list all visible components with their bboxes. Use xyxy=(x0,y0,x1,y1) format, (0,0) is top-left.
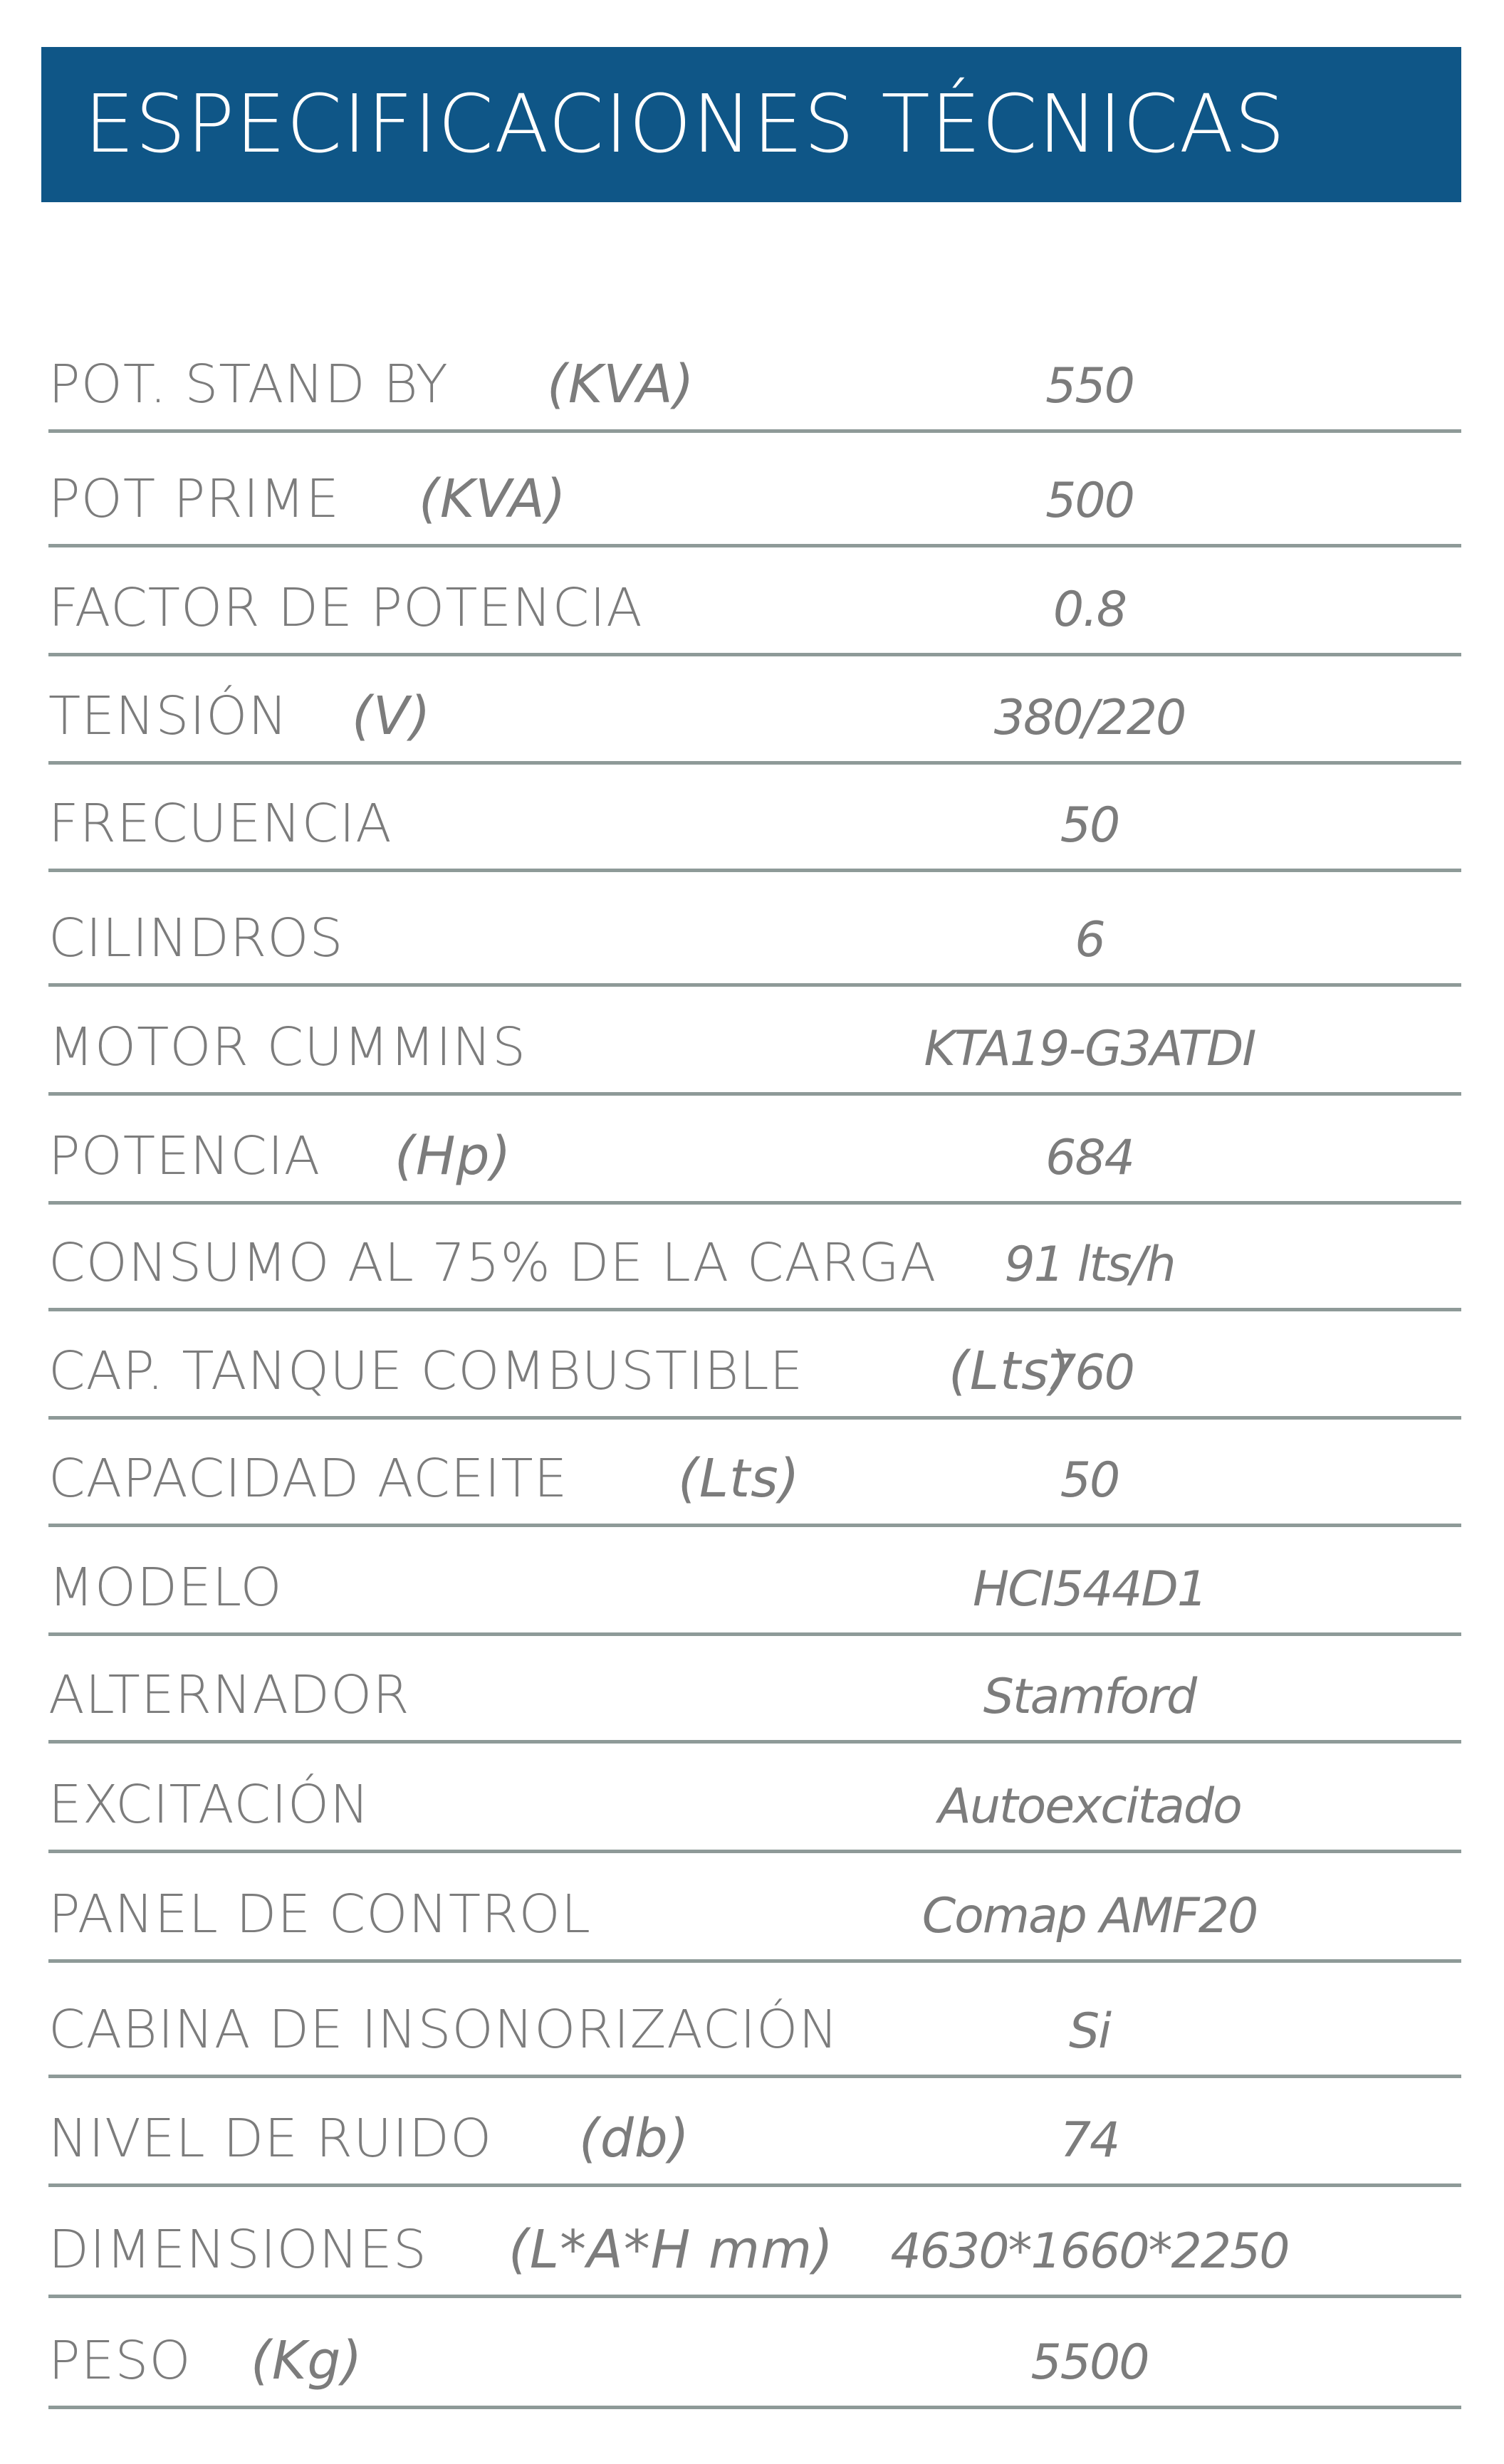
spec-row-cabina-insonorizacion xyxy=(48,1963,1461,2078)
spec-value: Stamford xyxy=(983,1669,1196,1725)
spec-row-motor xyxy=(48,987,1461,1096)
spec-row-peso xyxy=(48,2298,1461,2409)
spec-label: MOTOR CUMMINS xyxy=(48,1017,527,1078)
header-banner xyxy=(41,47,1461,202)
spec-label: POT PRIME xyxy=(48,468,340,530)
spec-value: Autoexcitado xyxy=(938,1778,1241,1835)
spec-value: Comap AMF20 xyxy=(921,1888,1258,1944)
spec-label: NIVEL DE RUIDO xyxy=(48,2108,493,2169)
spec-unit: (Kg) xyxy=(251,2330,363,2391)
spec-row-pot-prime xyxy=(48,433,1461,547)
page-title: ESPECIFICACIONES TÉCNICAS xyxy=(84,78,1286,171)
spec-label: CAP. TANQUE COMBUSTIBLE xyxy=(48,1341,804,1402)
spec-unit: (L*A*H mm) xyxy=(508,2219,834,2280)
spec-row-excitacion xyxy=(48,1744,1461,1853)
spec-value: 0.8 xyxy=(1053,582,1127,638)
spec-label: DIMENSIONES xyxy=(48,2219,427,2280)
spec-row-dimensiones xyxy=(48,2187,1461,2298)
spec-row-potencia xyxy=(48,1096,1461,1205)
spec-row-capacidad-aceite xyxy=(48,1420,1461,1527)
spec-label: ALTERNADOR xyxy=(48,1664,410,1726)
spec-label: CONSUMO AL 75% DE LA CARGA xyxy=(48,1232,937,1294)
spec-unit: (V) xyxy=(352,686,432,747)
spec-label: PANEL DE CONTROL xyxy=(48,1884,591,1945)
spec-row-modelo xyxy=(48,1527,1461,1636)
spec-label: CABINA DE INSONORIZACIÓN xyxy=(48,1999,839,2060)
spec-label: FRECUENCIA xyxy=(48,793,392,854)
spec-unit: (db) xyxy=(579,2108,690,2169)
spec-label: PESO xyxy=(48,2330,192,2391)
spec-row-consumo xyxy=(48,1205,1461,1311)
spec-label: FACTOR DE POTENCIA xyxy=(48,577,643,639)
spec-value: 380/220 xyxy=(993,690,1186,746)
spec-row-tension xyxy=(48,656,1461,765)
spec-label: CAPACIDAD ACEITE xyxy=(48,1448,568,1509)
spec-label: MODELO xyxy=(48,1557,283,1618)
spec-unit: (KVA) xyxy=(547,354,695,415)
spec-value: 500 xyxy=(1045,473,1134,529)
spec-table xyxy=(48,323,1461,2409)
spec-value: 4630*1660*2250 xyxy=(890,2223,1289,2280)
spec-label: POTENCIA xyxy=(48,1126,321,1187)
spec-label: EXCITACIÓN xyxy=(48,1774,370,1835)
spec-value: 550 xyxy=(1045,358,1134,414)
spec-value: KTA19-G3ATDI xyxy=(924,1021,1255,1077)
spec-row-panel-control xyxy=(48,1853,1461,1963)
spec-value: Si xyxy=(1068,2003,1111,2060)
spec-row-frecuencia xyxy=(48,765,1461,872)
spec-row-factor-potencia xyxy=(48,547,1461,656)
spec-unit: (Hp) xyxy=(395,1126,512,1187)
spec-label: TENSIÓN xyxy=(48,686,288,747)
spec-unit: (Lts) xyxy=(949,1341,1071,1402)
spec-row-cilindros xyxy=(48,872,1461,987)
spec-value: 760 xyxy=(1045,1345,1134,1401)
spec-row-pot-stand-by xyxy=(48,323,1461,433)
spec-unit: (Lts) xyxy=(678,1448,800,1509)
spec-value: 6 xyxy=(1075,912,1104,968)
spec-value: 50 xyxy=(1060,797,1119,854)
spec-row-nivel-ruido xyxy=(48,2078,1461,2187)
spec-value: 74 xyxy=(1060,2112,1119,2169)
spec-value: 50 xyxy=(1060,1452,1119,1509)
spec-value: HCI544D1 xyxy=(972,1561,1207,1618)
spec-value: 5500 xyxy=(1030,2334,1149,2391)
spec-label: CILINDROS xyxy=(48,908,344,969)
spec-value: 684 xyxy=(1045,1130,1134,1186)
spec-row-tanque-combustible xyxy=(48,1311,1461,1420)
spec-value: 91 lts/h xyxy=(1004,1237,1175,1293)
spec-unit: (KVA) xyxy=(419,468,567,530)
spec-label: POT. STAND BY xyxy=(48,354,449,415)
spec-row-alternador xyxy=(48,1636,1461,1744)
